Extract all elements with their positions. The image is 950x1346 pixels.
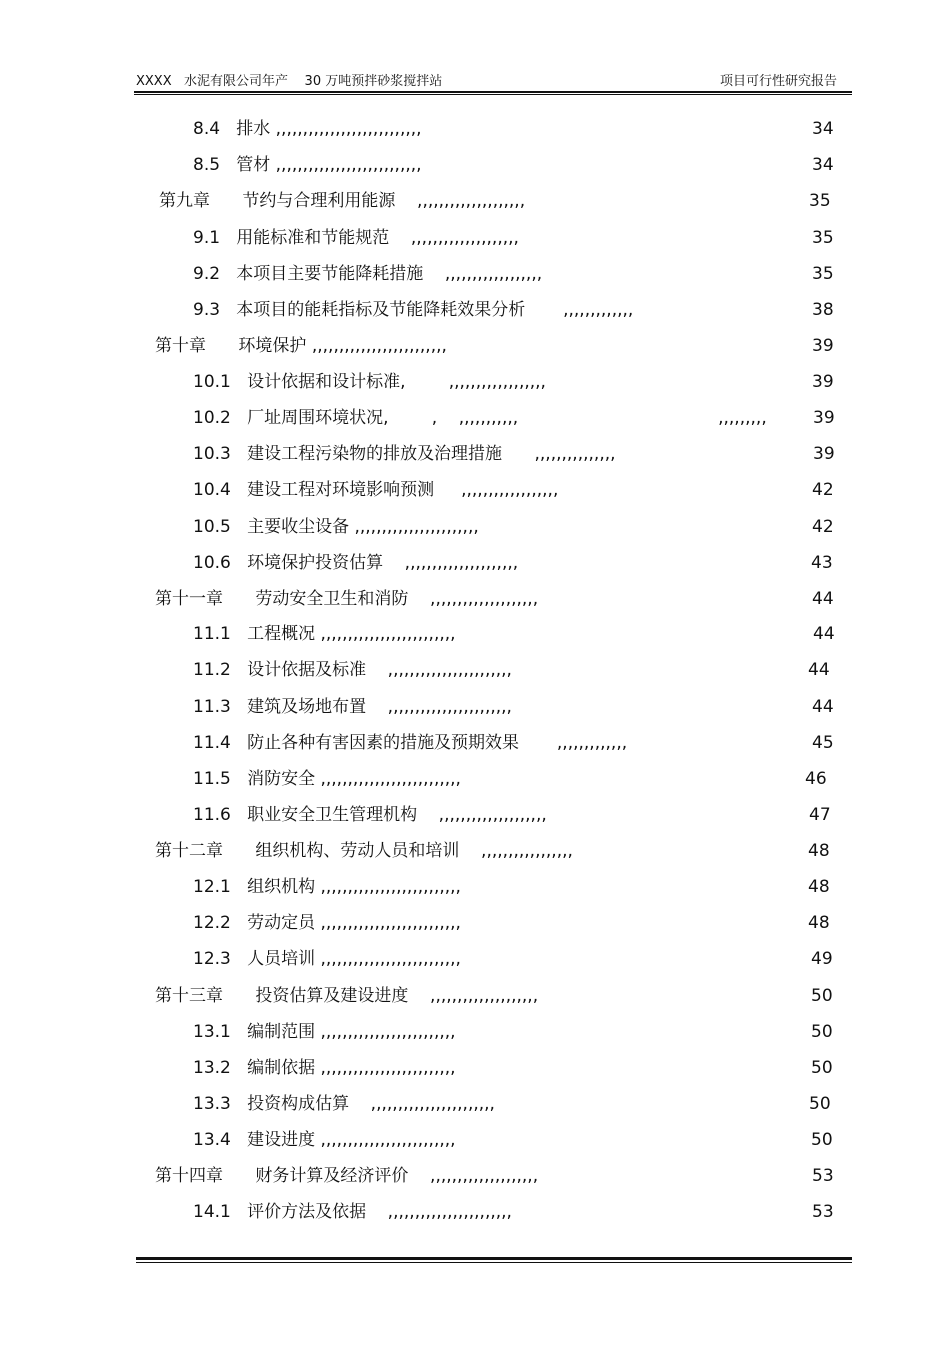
toc-entry[interactable] (0, 732, 950, 768)
toc-entry-title: 11.3 建筑及场地布置 ,,,,,,,,,,,,,,,,,,,,,,, (193, 697, 512, 717)
toc-entry-page: 42 (812, 517, 834, 537)
header-report-title: 项目可行性研究报告 (720, 74, 838, 89)
toc-entry-title: 第十一章 劳动安全卫生和消防 ,,,,,,,,,,,,,,,,,,,, (155, 589, 539, 609)
toc-entry-page: 50 (811, 986, 833, 1006)
toc-entry-title: 10.4 建设工程对环境影响预测 ,,,,,,,,,,,,,,,,,, (193, 480, 559, 500)
toc-entry-page: 50 (811, 1058, 833, 1078)
toc-entry-title: 13.1 编制范围 ,,,,,,,,,,,,,,,,,,,,,,,,, (193, 1022, 456, 1042)
toc-entry[interactable] (0, 1093, 950, 1129)
toc-entry-title: 10.5 主要收尘设备 ,,,,,,,,,,,,,,,,,,,,,,, (193, 517, 479, 537)
toc-entry[interactable] (0, 443, 950, 479)
toc-entry-page: 44 (808, 660, 830, 680)
toc-entry-page: 48 (808, 913, 830, 933)
toc-entry-title: 10.6 环境保护投资估算 ,,,,,,,,,,,,,,,,,,,,, (193, 553, 519, 573)
toc-entry[interactable] (0, 552, 950, 588)
toc-entry-title: 10.3 建设工程污染物的排放及治理措施 ,,,,,,,,,,,,,,, (193, 444, 616, 464)
toc-entry-title: 10.2 厂址周围环境状况, , ,,,,,,,,,,, ,,,,,,,,, (193, 408, 767, 428)
toc-entry[interactable] (0, 516, 950, 552)
toc-entry-title: 第十四章 财务计算及经济评价 ,,,,,,,,,,,,,,,,,,,, (155, 1166, 539, 1186)
toc-entry-page: 53 (812, 1166, 834, 1186)
toc-entry-page: 34 (812, 155, 834, 175)
toc-entry-title: 8.4 排水 ,,,,,,,,,,,,,,,,,,,,,,,,,,, (193, 119, 422, 139)
toc-entry[interactable] (0, 696, 950, 732)
toc-entry[interactable] (0, 407, 950, 443)
toc-entry-page: 45 (812, 733, 834, 753)
toc-entry-page: 35 (812, 264, 834, 284)
toc-entry[interactable] (0, 659, 950, 695)
toc-entry-page: 53 (812, 1202, 834, 1222)
toc-entry[interactable] (0, 768, 950, 804)
toc-entry-title: 11.6 职业安全卫生管理机构 ,,,,,,,,,,,,,,,,,,,, (193, 805, 547, 825)
toc-entry[interactable] (0, 479, 950, 515)
toc-entry-title: 11.5 消防安全 ,,,,,,,,,,,,,,,,,,,,,,,,,, (193, 769, 461, 789)
toc-entry-title: 11.1 工程概况 ,,,,,,,,,,,,,,,,,,,,,,,,, (193, 624, 456, 644)
toc-entry-page: 39 (812, 372, 834, 392)
toc-entry-title: 8.5 管材 ,,,,,,,,,,,,,,,,,,,,,,,,,,, (193, 155, 422, 175)
toc-entry[interactable] (0, 154, 950, 190)
toc-entry-page: 50 (809, 1094, 831, 1114)
toc-entry-title: 11.2 设计依据及标准 ,,,,,,,,,,,,,,,,,,,,,,, (193, 660, 512, 680)
toc-entry-page: 39 (813, 444, 835, 464)
toc-entry[interactable] (0, 840, 950, 876)
toc-entry-title: 第十三章 投资估算及建设进度 ,,,,,,,,,,,,,,,,,,,, (155, 986, 539, 1006)
toc-entry[interactable] (0, 299, 950, 335)
toc-entry-title: 13.2 编制依据 ,,,,,,,,,,,,,,,,,,,,,,,,, (193, 1058, 456, 1078)
toc-entry[interactable] (0, 804, 950, 840)
toc-entry-title: 9.3 本项目的能耗指标及节能降耗效果分析 ,,,,,,,,,,,,, (193, 300, 634, 320)
toc-entry-page: 50 (811, 1130, 833, 1150)
toc-entry[interactable] (0, 588, 950, 624)
toc-entry-page: 39 (813, 408, 835, 428)
toc-entry[interactable] (0, 912, 950, 948)
toc-entry[interactable] (0, 335, 950, 371)
toc-entry[interactable] (0, 371, 950, 407)
footer-rule-thick (136, 1257, 852, 1260)
toc-entry-title: 12.1 组织机构 ,,,,,,,,,,,,,,,,,,,,,,,,,, (193, 877, 461, 897)
toc-entry[interactable] (0, 118, 950, 154)
toc-entry-title: 第九章 节约与合理利用能源 ,,,,,,,,,,,,,,,,,,,, (159, 191, 526, 211)
toc-entry-page: 46 (805, 769, 827, 789)
toc-entry[interactable] (0, 876, 950, 912)
toc-entry-page: 38 (812, 300, 834, 320)
toc-entry-page: 39 (812, 336, 834, 356)
toc-entry-title: 13.4 建设进度 ,,,,,,,,,,,,,,,,,,,,,,,,, (193, 1130, 456, 1150)
toc-entry[interactable] (0, 1201, 950, 1237)
toc-entry-page: 35 (812, 228, 834, 248)
toc-entry[interactable] (0, 1129, 950, 1165)
header-rule-thick (134, 91, 852, 93)
toc-entry[interactable] (0, 263, 950, 299)
toc-entry-page: 44 (812, 589, 834, 609)
toc-entry-title: 14.1 评价方法及依据 ,,,,,,,,,,,,,,,,,,,,,,, (193, 1202, 512, 1222)
toc-entry-page: 44 (813, 624, 835, 644)
toc-entry[interactable] (0, 227, 950, 263)
toc-entry-title: 9.1 用能标准和节能规范 ,,,,,,,,,,,,,,,,,,,, (193, 228, 519, 248)
toc-entry-title: 10.1 设计依据和设计标准, ,,,,,,,,,,,,,,,,,, (193, 372, 546, 392)
toc-entry-title: 12.2 劳动定员 ,,,,,,,,,,,,,,,,,,,,,,,,,, (193, 913, 461, 933)
toc-entry[interactable] (0, 1057, 950, 1093)
header-project-title: XXXX 水泥有限公司年产 30 万吨预拌砂浆搅拌站 (136, 74, 443, 89)
toc-entry[interactable] (0, 190, 950, 226)
toc-entry-title: 13.3 投资构成估算 ,,,,,,,,,,,,,,,,,,,,,,, (193, 1094, 495, 1114)
toc-entry-page: 49 (811, 949, 833, 969)
toc-entry-page: 35 (809, 191, 831, 211)
toc-entry-page: 48 (808, 877, 830, 897)
toc-entry-title: 第十章 环境保护 ,,,,,,,,,,,,,,,,,,,,,,,,, (155, 336, 447, 356)
toc-entry[interactable] (0, 1165, 950, 1201)
footer-rule-thin (136, 1262, 852, 1263)
toc-entry-page: 42 (812, 480, 834, 500)
toc-entry[interactable] (0, 985, 950, 1021)
toc-entry-page: 34 (812, 119, 834, 139)
toc-entry-page: 43 (811, 553, 833, 573)
toc-entry-page: 50 (811, 1022, 833, 1042)
toc-entry-page: 44 (812, 697, 834, 717)
toc-entry-page: 48 (808, 841, 830, 861)
toc-entry-title: 第十二章 组织机构、劳动人员和培训 ,,,,,,,,,,,,,,,,, (155, 841, 573, 861)
toc-entry[interactable] (0, 1021, 950, 1057)
toc-entry-title: 9.2 本项目主要节能降耗措施 ,,,,,,,,,,,,,,,,,, (193, 264, 543, 284)
toc-entry-title: 11.4 防止各种有害因素的措施及预期效果 ,,,,,,,,,,,,, (193, 733, 628, 753)
toc-entry-page: 47 (809, 805, 831, 825)
toc-entry-title: 12.3 人员培训 ,,,,,,,,,,,,,,,,,,,,,,,,,, (193, 949, 461, 969)
toc-entry[interactable] (0, 623, 950, 659)
header-rule-thin (134, 94, 852, 95)
toc-entry[interactable] (0, 948, 950, 984)
